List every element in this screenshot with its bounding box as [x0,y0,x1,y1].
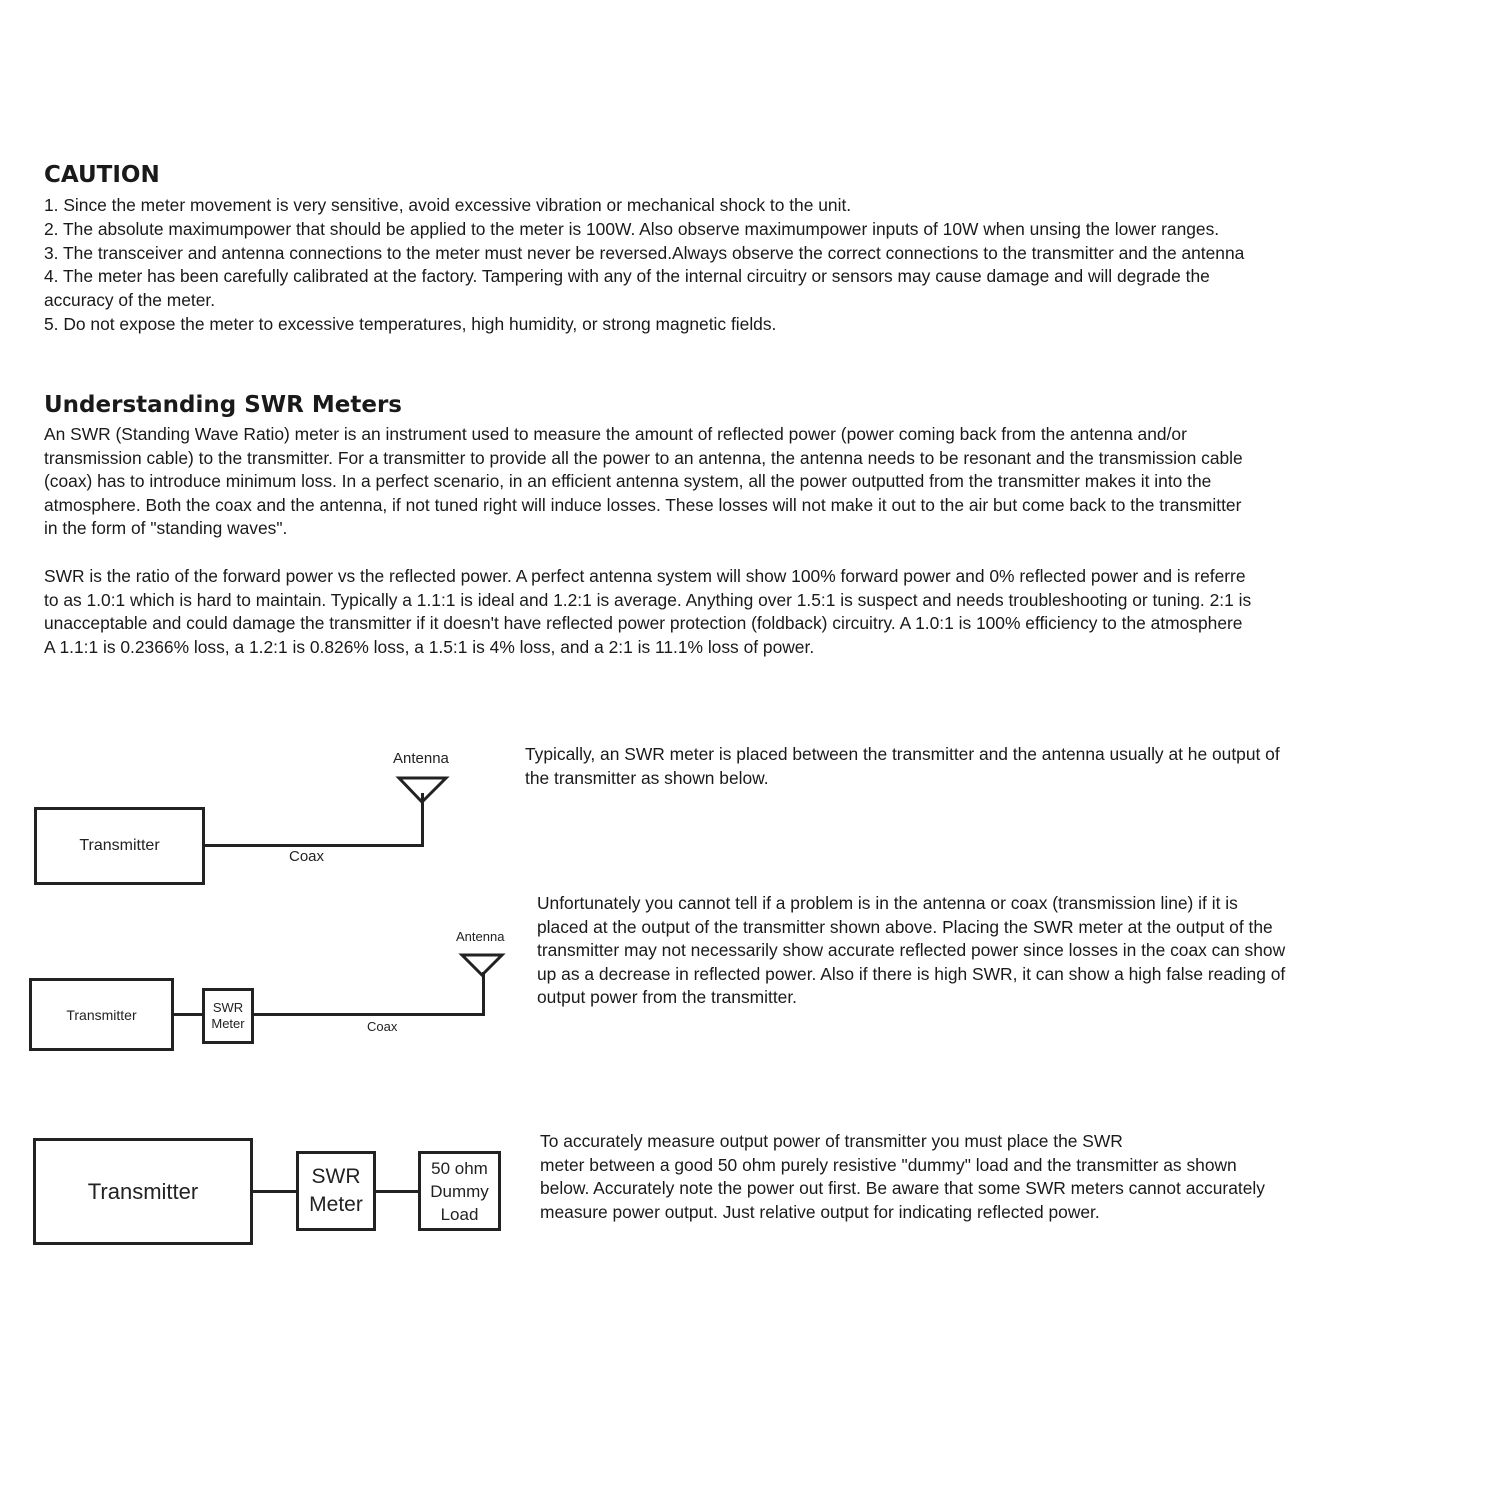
text-line: the transmitter as shown below. [525,767,769,788]
dummy-load-label-line-2: Dummy [430,1181,489,1201]
caution-item-1: 1. Since the meter movement is very sensitive, avoid excessive vibration or mechanical shock to the unit. [44,195,852,215]
connector-line [253,1190,296,1193]
coax-line [254,1013,485,1016]
swr-meter-label-line-1: SWR [311,1165,361,1188]
text-line: To accurately measure output power of transmitter you must place the SWR [540,1131,1123,1151]
caution-item-3: 3. The transceiver and antenna connections to the meter must never be reversed.Always observe the correct connections to the transmitter and the antenna [44,243,1245,263]
text-line: meter between a good 50 ohm purely resistive "dummy" load and the transmitter as shown [540,1154,1237,1175]
text-line: below. Accurately note the power out first. Be aware that some SWR meters cannot accurately [540,1178,1265,1198]
swr-meter-box [296,1151,376,1231]
diagram-1-description [525,743,1280,790]
caution-item-4-continued: accuracy of the meter. [44,290,216,310]
swr-paragraph-2 [44,565,1251,659]
diagram-2-description [537,892,1285,1010]
caution-item-4: 4. The meter has been carefully calibrated at the factory. Tampering with any of the internal circuitry or sensors may cause damage and will degrade the [44,266,1210,286]
text-line: Typically, an SWR meter is placed between the transmitter and the antenna usually at he output of [525,744,1280,764]
swr-heading: Understanding SWR Meters [44,392,402,418]
transmitter-box [34,807,205,885]
antenna-mast [421,793,424,847]
text-line: atmosphere. Both the coax and the antenna, if not tuned right will induce losses. These losses will not make it out to the air but come back to the transmitter [44,494,1242,515]
transmitter-label: Transmitter [87,1178,199,1204]
text-line: A 1.1:1 is 0.2366% loss, a 1.2:1 is 0.826% loss, a 1.5:1 is 4% loss, and a 2:1 is 11.1% loss of power. [44,636,815,657]
diagram-3-description [540,1130,1265,1224]
text-line: output power from the transmitter. [537,987,798,1007]
caution-item-2: 2. The absolute maximumpower that should be applied to the meter is 100W. Also observe maximumpower inputs of 10W when unsing the lower ranges. [44,219,1220,239]
text-line: measure power output. Just relative output for indicating reflected power. [540,1201,1100,1222]
dummy-load-label-line-3: Load [440,1204,479,1224]
transmitter-label: Transmitter [79,837,160,854]
swr-meter-label-line-2: Meter [309,1193,363,1216]
text-line: unacceptable and could damage the transmitter if it doesn't have reflected power protection (foldback) circuitry. A 1.0:1 is 100% efficiency to the atmosphere [44,613,1243,633]
connector-line [376,1190,418,1193]
transmitter-label: Transmitter [66,1006,137,1023]
transmitter-box [29,978,174,1051]
dummy-load-box [418,1151,501,1231]
text-line: (coax) has to introduce minimum loss. In a perfect scenario, in an efficient antenna system, all the power outputted from the transmitter makes it into the [44,471,1212,491]
swr-meter-label-line-2: Meter [211,1016,245,1031]
coax-label: Coax [367,1019,398,1034]
text-line: Unfortunately you cannot tell if a problem is in the antenna or coax (transmission line) if it is [537,893,1238,913]
text-line: placed at the output of the transmitter shown above. Placing the SWR meter at the output of the [537,916,1273,937]
swr-meter-box [202,988,254,1044]
coax-label: Coax [289,848,325,865]
text-line: SWR is the ratio of the forward power vs the reflected power. A perfect antenna system will show 100% forward power and 0% reflected power and is referre [44,566,1246,586]
text-line: An SWR (Standing Wave Ratio) meter is an instrument used to measure the amount of reflected power (power coming back from the antenna and/or [44,424,1187,444]
coax-line [205,844,424,847]
text-line: in the form of "standing waves". [44,518,288,538]
connector-line [174,1013,202,1016]
antenna-label: Antenna [456,929,505,944]
text-line: to as 1.0:1 which is hard to maintain. Typically a 1.1:1 is ideal and 1.2:1 is average. Anything over 1.5:1 is suspect and needs troubleshooting or tuning. 2:1 is [44,589,1252,610]
swr-meter-label-line-1: SWR [212,1000,244,1015]
text-line: up as a decrease in reflected power. Also if there is high SWR, it can show a high false reading of [537,963,1286,984]
swr-paragraph-1 [44,423,1243,541]
caution-item-5: 5. Do not expose the meter to excessive temperatures, high humidity, or strong magnetic fields. [44,314,777,334]
text-line: transmission cable) to the transmitter. For a transmitter to provide all the power to an antenna, the antenna needs to be resonant and the transmission cable [44,447,1243,468]
transmitter-box [33,1138,253,1245]
antenna-mast [482,972,485,1016]
caution-heading: CAUTION [44,162,160,188]
antenna-label: Antenna [393,750,449,767]
dummy-load-label-line-1: 50 ohm [431,1158,488,1178]
text-line: transmitter may not necessarily show accurate reflected power since losses in the coax can show [537,940,1286,960]
